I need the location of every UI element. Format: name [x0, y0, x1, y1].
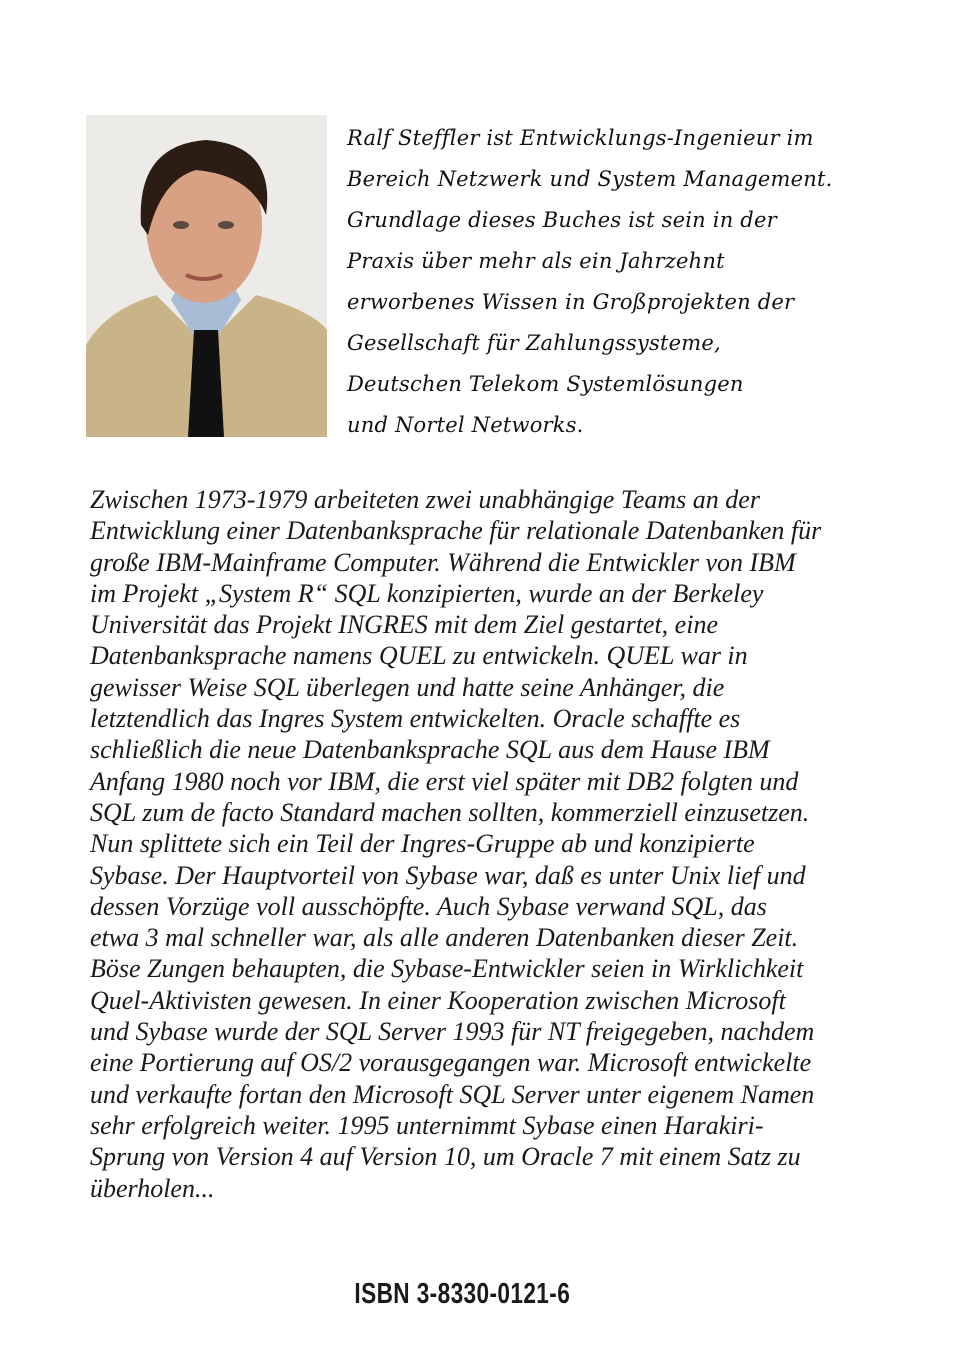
description-line: Universität das Projekt INGRES mit dem Ziel gestartet, eine [90, 610, 718, 640]
description-line: Nun splittete sich ein Teil der Ingres-Gruppe ab und konzipierte [90, 829, 755, 859]
description-line: Entwicklung einer Datenbanksprache für relationale Datenbanken für [90, 516, 822, 546]
book-description [90, 484, 821, 1204]
author-bio-line: Bereich Netzwerk und System Management. [347, 167, 833, 191]
author-bio-line: erworbenes Wissen in Großprojekten der [347, 290, 795, 314]
author-portrait-image [86, 115, 327, 437]
description-line: eine Portierung auf OS/2 vorausgegangen war. Microsoft entwickelte [90, 1048, 812, 1078]
isbn-number: ISBN 3-8330-0121-6 [354, 1278, 570, 1310]
description-line: gewisser Weise SQL überlegen und hatte seine Anhänger, die [90, 672, 725, 702]
description-line: Böse Zungen behaupten, die Sybase-Entwickler seien in Wirklichkeit [90, 954, 804, 984]
author-bio-line: und Nortel Networks. [347, 413, 584, 437]
description-line: und verkaufte fortan den Microsoft SQL Server unter eigenem Namen [90, 1079, 815, 1109]
description-line: SQL zum de facto Standard machen sollten, kommerziell einzusetzen. [90, 797, 810, 827]
description-line: Anfang 1980 noch vor IBM, die erst viel später mit DB2 folgten und [90, 766, 799, 796]
author-bio-line: Grundlage dieses Buches ist sein in der [347, 208, 777, 232]
author-bio-line: Ralf Steffler ist Entwicklungs-Ingenieur im [347, 126, 814, 150]
author-bio-line: Gesellschaft für Zahlungssysteme, [347, 331, 721, 355]
description-line: letztendlich das Ingres System entwickelten. Oracle schaffte es [90, 704, 741, 734]
description-line: sehr erfolgreich weiter. 1995 unternimmt Sybase einen Harakiri- [90, 1110, 764, 1140]
description-line: dessen Vorzüge voll ausschöpfte. Auch Sybase verwand SQL, das [90, 891, 767, 921]
author-bio-line: Deutschen Telekom Systemlösungen [347, 372, 744, 396]
description-line: überholen... [90, 1173, 215, 1203]
description-line: etwa 3 mal schneller war, als alle anderen Datenbanken dieser Zeit. [90, 923, 799, 953]
isbn-block [0, 1278, 924, 1311]
author-bio-line: Praxis über mehr als ein Jahrzehnt [347, 249, 725, 273]
description-line: Datenbanksprache namens QUEL zu entwickeln. QUEL war in [90, 641, 748, 671]
description-line: Sybase. Der Hauptvorteil von Sybase war, daß es unter Unix lief und [90, 860, 806, 890]
description-line: und Sybase wurde der SQL Server 1993 für NT freigegeben, nachdem [90, 1017, 815, 1047]
description-line: Quel-Aktivisten gewesen. In einer Kooperation zwischen Microsoft [90, 985, 786, 1015]
description-line: im Projekt „System R“ SQL konzipierten, wurde an der Berkeley [90, 578, 764, 608]
author-bio [347, 118, 833, 446]
description-line: schließlich die neue Datenbanksprache SQL aus dem Hause IBM [90, 735, 770, 765]
description-line: große IBM-Mainframe Computer. Während die Entwickler von IBM [90, 547, 796, 577]
author-photo [86, 115, 327, 437]
description-line: Sprung von Version 4 auf Version 10, um Oracle 7 mit einem Satz zu [90, 1142, 801, 1172]
description-line: Zwischen 1973-1979 arbeiteten zwei unabhängige Teams an der [90, 485, 760, 514]
